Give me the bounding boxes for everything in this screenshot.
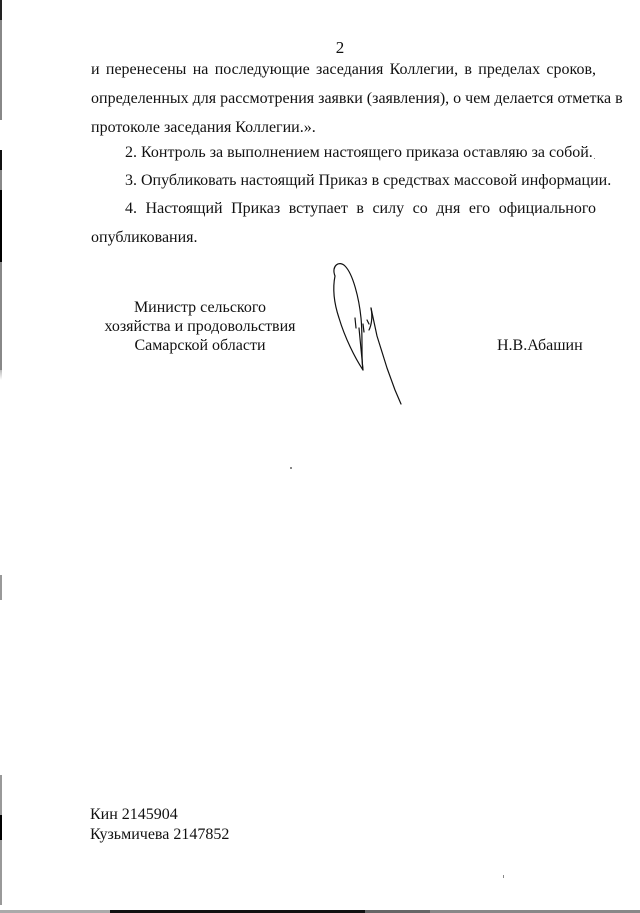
handwritten-signature-icon [325, 258, 420, 413]
signer-name: Н.В.Абашин [497, 337, 583, 354]
page-number: 2 [335, 38, 345, 57]
paragraph-item-4 [91, 194, 596, 252]
paragraph-continuation [91, 55, 623, 142]
signatory-position [100, 298, 300, 355]
paragraph-line: 4. Настоящий Приказ вступает в силу со дня его официального [125, 200, 596, 217]
scan-speck [503, 875, 504, 878]
paragraph-line: 3. Опубликовать настоящий Приказ в средствах массовой информации. [125, 172, 612, 189]
paragraph-item-2 [91, 138, 596, 167]
paragraph-line: опубликования. [91, 229, 198, 246]
paragraph-line: и перенесены на последующие заседания Коллегии, в пределах сроков, [91, 61, 596, 78]
contact-line: Кин 2145904 [90, 806, 178, 823]
paragraph-item-3 [91, 166, 612, 195]
paragraph-line: определенных для рассмотрения заявки (заявления), о чем делается отметка в [91, 90, 623, 107]
position-line: хозяйства и продовольствия [104, 318, 296, 335]
scan-speck [594, 158, 595, 159]
position-line: Министр сельского [133, 299, 267, 316]
contacts-block [90, 805, 229, 845]
scan-edge-artifact-left [0, 0, 2, 913]
scan-speck [290, 467, 292, 469]
position-line: Самарской области [134, 337, 266, 354]
paragraph-line: протоколе заседания Коллегии.». [91, 119, 316, 136]
contact-line: Кузьмичева 2147852 [90, 826, 230, 843]
paragraph-line: 2. Контроль за выполнением настоящего приказа оставляю за собой. [125, 144, 593, 161]
